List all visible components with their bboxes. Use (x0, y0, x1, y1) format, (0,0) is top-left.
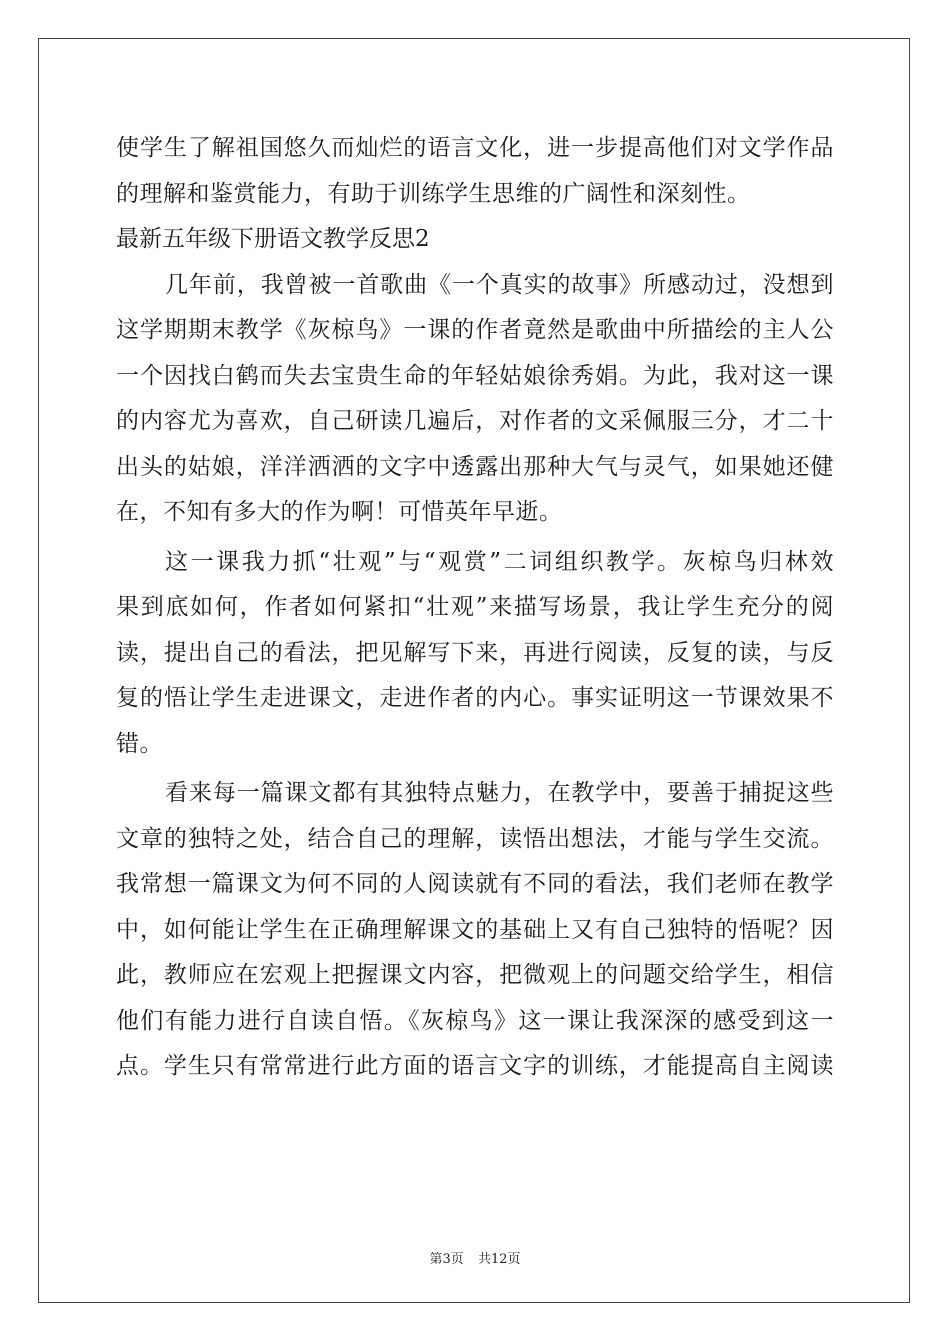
text-line: 他们有能力进行自读自悟。《灰椋鸟》这一课让我深深的感受到这一 (116, 1007, 834, 1034)
text-line: 这一课我力抓“壮观”与“观赏”二词组织教学。灰椋鸟归林效 (165, 548, 834, 575)
text-line: 的内容尤为喜欢，自己研读几遍后，对作者的文采佩服三分，才二十 (116, 408, 834, 434)
text-line: 几年前，我曾被一首歌曲《一个真实的故事》所感动过，没想到 (165, 271, 834, 298)
text-line: 的理解和鉴赏能力，有助于训练学生思维的广阔性和深刻性。 (116, 180, 751, 207)
text-line: 点。学生只有常常进行此方面的语言文字的训练，才能提高自主阅读 (116, 1053, 834, 1079)
text-line: 我常想一篇课文为何不同的人阅读就有不同的看法，我们老师在教学 (116, 871, 834, 897)
text-line: 在，不知有多大的作为啊！可惜英年早逝。 (116, 499, 563, 525)
text-line: 中，如何能让学生在正确理解课文的基础上又有自己独特的悟呢？因 (116, 916, 834, 943)
text-line: 此，教师应在宏观上把握课文内容，把微观上的问题交给学生，相信 (116, 962, 834, 988)
text-line: 使学生了解祖国悠久而灿烂的语言文化，进一步提高他们对文学作品 (116, 135, 834, 161)
page-total: 共12页 (477, 1252, 521, 1267)
text-line: 看来每一篇课文都有其独特点魅力，在教学中，要善于捕捉这些 (165, 780, 834, 806)
text-line: 文章的独特之处，结合自己的理解，读悟出想法，才能与学生交流。 (116, 825, 834, 852)
page-number: 第3页 (429, 1252, 464, 1267)
section-heading: 最新五年级下册语文教学反思2 (116, 226, 430, 252)
text-line: 这学期期末教学《灰椋鸟》一课的作者竟然是歌曲中所描绘的主人公 (116, 317, 834, 343)
text-line: 出头的姑娘，洋洋洒洒的文字中透露出那种大气与灵气，如果她还健 (116, 453, 834, 480)
document-body (116, 126, 834, 1090)
text-line: 错。 (116, 730, 163, 757)
text-line: 一个因找白鹤而失去宝贵生命的年轻姑娘徐秀娟。为此，我对这一课 (116, 362, 834, 389)
text-line: 果到底如何，作者如何紧扣“壮观”来描写场景，我让学生充分的阅 (116, 594, 834, 620)
text-line: 读，提出自己的看法，把见解写下来，再进行阅读，反复的读，与反 (116, 639, 834, 666)
text-line: 复的悟让学生走进课文，走进作者的内心。事实证明这一节课效果不 (116, 685, 834, 711)
page-footer (0, 1248, 950, 1267)
